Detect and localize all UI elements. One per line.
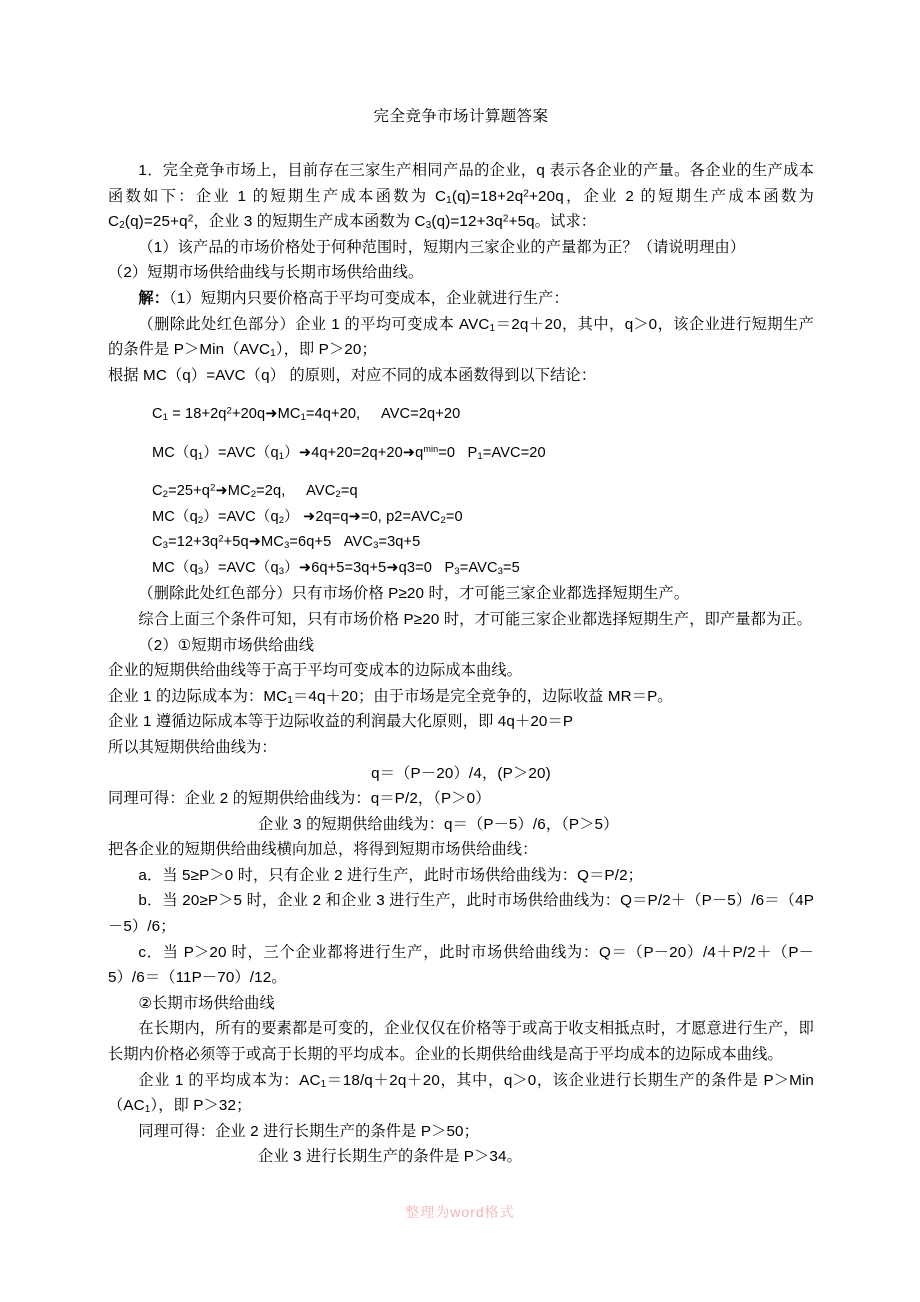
eq-mcq2-b: ）=AVC（q [203,508,279,525]
equation-c2 [108,479,814,505]
sub-q2-a: 2 [197,514,204,526]
sub-question-1 [108,235,814,261]
note-avc1-d: ），即 P＞20； [275,341,377,359]
sub-q3-b: 3 [278,565,285,577]
eq-mcq1-a: MC（q [152,444,198,461]
long-run-firm-3-text: 企业 3 进行长期生产的条件是 P＞34。 [258,1148,522,1166]
sup-square-3: 2 [502,213,509,225]
conclusion-a: 综合上面三个条件可知，只有市场价格 P≥20 时，才可能三家企业都选择短期生产，即 [138,610,720,628]
conclusion-b: 产量都为正。 [719,610,812,628]
equation-c1 [108,402,814,428]
short-run-line-6 [108,812,814,838]
solution-label: 解： [138,289,170,307]
ac-a: 企业 1 的平均成本为：AC [138,1071,321,1089]
case-b-cont: 5）/6＝（4P－5）/6； [108,892,814,936]
eq-c3-c: +5q➜MC [223,534,284,551]
eq-c2-d: =2q, [256,483,286,500]
long-run-firm-2-text: 同理可得：企业 2 进行长期生产的条件是 P＞50； [138,1122,479,1140]
question-line-2: 业的生产成本函数如下：企业 1 的短期生产成本函数为 C [108,162,814,205]
case-a [108,863,814,889]
case-c-cont: ＋（P－5）/6＝（11P－70）/12。 [108,943,814,987]
short-run-line-7-text: 把各企业的短期供给曲线横向加总，将得到短期市场供给曲线： [108,841,538,859]
note-avc1-c: 行短期生产的条件是 P＞Min（AVC [108,315,815,359]
eq-mcq1-g: =AVC=20 [482,444,546,461]
sub-eq-avc2: 2 [335,489,341,501]
sub-avc2-z: 2 [440,514,446,526]
note-avc1-b: ＝2q＋20，其中，q＞0，该企业进 [495,315,736,333]
equation-mc-q1 [108,441,814,467]
eq-mcq3-f: =5 [503,559,520,576]
eq-c3-a: C [152,534,163,551]
sub-ac1: 1 [320,1078,327,1090]
heading-long-run-supply [108,991,814,1017]
short-run-line-1-text: 企业的短期供给曲线等于高于平均可变成本的边际成本曲线。 [108,662,523,680]
sub-question-2 [108,260,814,286]
sub-eq-avc3: 3 [373,540,379,552]
principle-line [108,363,814,389]
sub-q2-b: 2 [278,514,285,526]
sub-question-1-cont: 由） [714,238,746,256]
question-line-3: (q)=18+2q [451,187,524,205]
question-line-1: 1．完全竞争市场上，目前存在三家生产相同产品的企业，q 表示各企业的产量。各企 [138,162,721,179]
sub-eq-c1: 1 [162,412,169,424]
sub-eq-mc2: 2 [250,489,257,501]
short-run-line-4-text: 所以其短期供给曲线为： [108,738,277,756]
long-run-3: 成本的边际成本曲线。 [629,1046,783,1064]
centered-supply-equation: q＝（P－20）/4，(P＞20) [371,764,551,782]
solution-intro [108,286,814,312]
sub-avc1-b: 1 [270,348,276,360]
sub-question-2-text: （2）短期市场供给曲线与长期市场供给曲线。 [108,264,424,282]
ac-d: ），即 P＞32； [150,1097,252,1115]
question-line-7: ，企业 3 的短期生产成本函数为 C [193,213,426,231]
long-run-firm-2 [108,1119,814,1145]
eq-c2-f: =q [340,483,358,500]
sub-q1-a: 1 [197,450,204,462]
eq-mcq2-d: =0 [445,508,463,525]
question-line-9: +5q。试求： [508,213,597,231]
sub-eq-c3: 3 [162,540,169,552]
short-run-line-4 [108,735,814,761]
eq-c1-c: +20q➜MC [231,406,301,423]
short-run-line-1 [108,658,814,684]
eq-mcq3-e: =AVC [459,559,498,576]
case-c-text: c．当 P＞20 时，三个企业都将进行生产，此时市场供给曲线为：Q＝（P－20）/4＋P/2 [138,943,756,961]
eq-c1-e: AVC=2q+20 [380,406,461,423]
eq-mcq1-b: ）=AVC（q [203,444,279,461]
heading-long-run-text: ②长期市场供给曲线 [138,994,275,1012]
watermark-text: 整理为word格式 [405,1204,515,1220]
sup-eq-c3: 2 [218,534,224,546]
sub-eq-c2: 2 [162,489,169,501]
eq-mcq2-a: MC（q [152,508,198,525]
question-line-4: +20q，企业 2 的短期生 [529,187,711,205]
conclusion-paragraph [108,607,814,633]
note-price-text: （删除此处红色部分）只有市场价格 P≥20 时，才可能三家企业都选择短期生产。 [138,585,690,603]
sub-question-1-text: （1）该产品的市场价格处于何种范围时，短期内三家企业的产量都为正？（请说明理 [138,238,715,256]
eq-c1-a: C [152,406,163,423]
equation-c3 [108,530,814,556]
note-avc1 [108,312,814,363]
heading-short-run-supply [108,633,814,659]
sub-c2: 2 [119,220,125,232]
long-run-paragraph [108,1016,814,1067]
eq-c2-c: ➜MC [215,483,251,500]
sub-q3-a: 3 [197,565,204,577]
short-run-line-5 [108,786,814,812]
document-content [108,104,814,1170]
sub-c1: 1 [446,194,452,206]
sup-square-2: 2 [187,213,194,225]
short-run-line-3-text: 企业 1 遵循边际成本等于边际收益的利润最大化原则，即 4q＋20＝P [108,713,574,731]
note-price-condition [108,581,814,607]
sub-p1: 1 [477,450,483,462]
eq-mcq3-c: ）➜6q+5=3q+5➜q3=0 [284,559,432,576]
eq-mcq3-b: ）=AVC（q [203,559,279,576]
sub-q1-b: 1 [278,450,285,462]
equation-mc-q3 [108,556,814,582]
eq-mcq1-e: =0 [438,444,456,461]
solution-intro-text: （1）短期内只要价格高于平均可变成本，企业就进行生产： [169,289,569,307]
question-line-8: (q)=12+3q [431,213,503,231]
eq-c3-e: AVC [343,534,374,551]
question-paragraph [108,158,814,235]
short-run-line-6-text: 企业 3 的短期供给曲线为：q＝（P－5）/6，（P＞5） [258,815,619,833]
short-run-line-2-b: ＝4q＋20；由于市场是完全竞争的，边际收益 MR＝P。 [293,687,673,705]
eq-c3-f: =3q+5 [378,534,421,551]
eq-mcq1-f: P [467,444,478,461]
sub-ac1-b: 1 [144,1104,151,1116]
short-run-line-2-a: 企业 1 的边际成本为：MC [108,687,288,705]
sub-c3: 3 [425,220,432,232]
eq-mcq3-a: MC（q [152,559,198,576]
case-b-text: b．当 20≥P＞5 时，企业 2 和企业 3 进行生产，此时市场供给曲线为：Q＝P/2＋（P－ [138,892,728,910]
average-cost-paragraph [108,1068,814,1119]
question-line-5: 产成本函数为 C [108,187,814,231]
sub-eq-mc1: 1 [300,412,306,424]
equation-mc-q2 [108,505,814,531]
principle-text: 根据 MC（q）=AVC（q） 的原则，对应不同的成本函数得到以下结论： [108,366,597,384]
eq-mcq3-d: P [444,559,455,576]
sub-avc1: 1 [489,322,496,334]
sub-avc3-z: 3 [497,565,504,577]
note-avc1-a: （删除此处红色部分）企业 1 的平均可变成本 AVC [138,315,490,333]
sup-eq-c2: 2 [210,483,216,495]
eq-mcq1-c: ）➜4q+20=2q+20➜q [284,444,424,461]
question-line-6: (q)=25+q [124,213,188,231]
sub-mc1-b: 1 [287,694,294,706]
page-title: 完全竞争市场计算题答案 [373,108,549,125]
eq-c3-d: =6q+5 [289,534,332,551]
eq-c2-e: AVC [306,483,336,500]
case-a-text: a．当 5≥P＞0 时，只有企业 2 进行生产，此时市场供给曲线为：Q＝P/2； [138,866,644,884]
eq-c1-d: =4q+20, [305,406,361,423]
eq-c2-a: C [152,483,163,500]
ac-b: ＝18/q＋2q＋20，其中，q＞0，该企业进行长期生产的条件 [326,1071,743,1089]
short-run-line-7 [108,837,814,863]
sub-p3: 3 [454,565,460,577]
ac-c: 是 P＞Min（AC [108,1071,814,1115]
eq-c1-b: = 18+2q [168,406,227,423]
short-run-line-2 [108,684,814,710]
short-run-line-3 [108,709,814,735]
long-run-1: 在长期内，所有的要素都是可变的，企业仅仅在价格等于或高于收支相抵点时，才愿意 [138,1020,722,1038]
sup-min: min [423,443,439,454]
case-b [108,888,814,939]
short-run-line-5-text: 同理可得：企业 2 的短期供给曲线为：q＝P/2，（P＞0） [108,790,491,808]
heading-short-run-text: （2）①短期市场供给曲线 [138,636,315,654]
long-run-firm-3 [108,1144,814,1170]
eq-mcq2-c: ） ➜2q=q➜=0, p2=AVC [284,508,441,525]
long-run-2: 进行生产，即长期内价格必须等于或高于长期的平均成本。企业的长期供给曲线是高于平均 [108,1020,815,1064]
eq-c2-b: =25+q [168,483,210,500]
sup-eq-c1: 2 [226,406,232,418]
sup-square-1: 2 [523,188,530,200]
sub-eq-mc3: 3 [283,540,290,552]
case-c [108,940,814,991]
eq-c3-b: =12+3q [168,534,219,551]
